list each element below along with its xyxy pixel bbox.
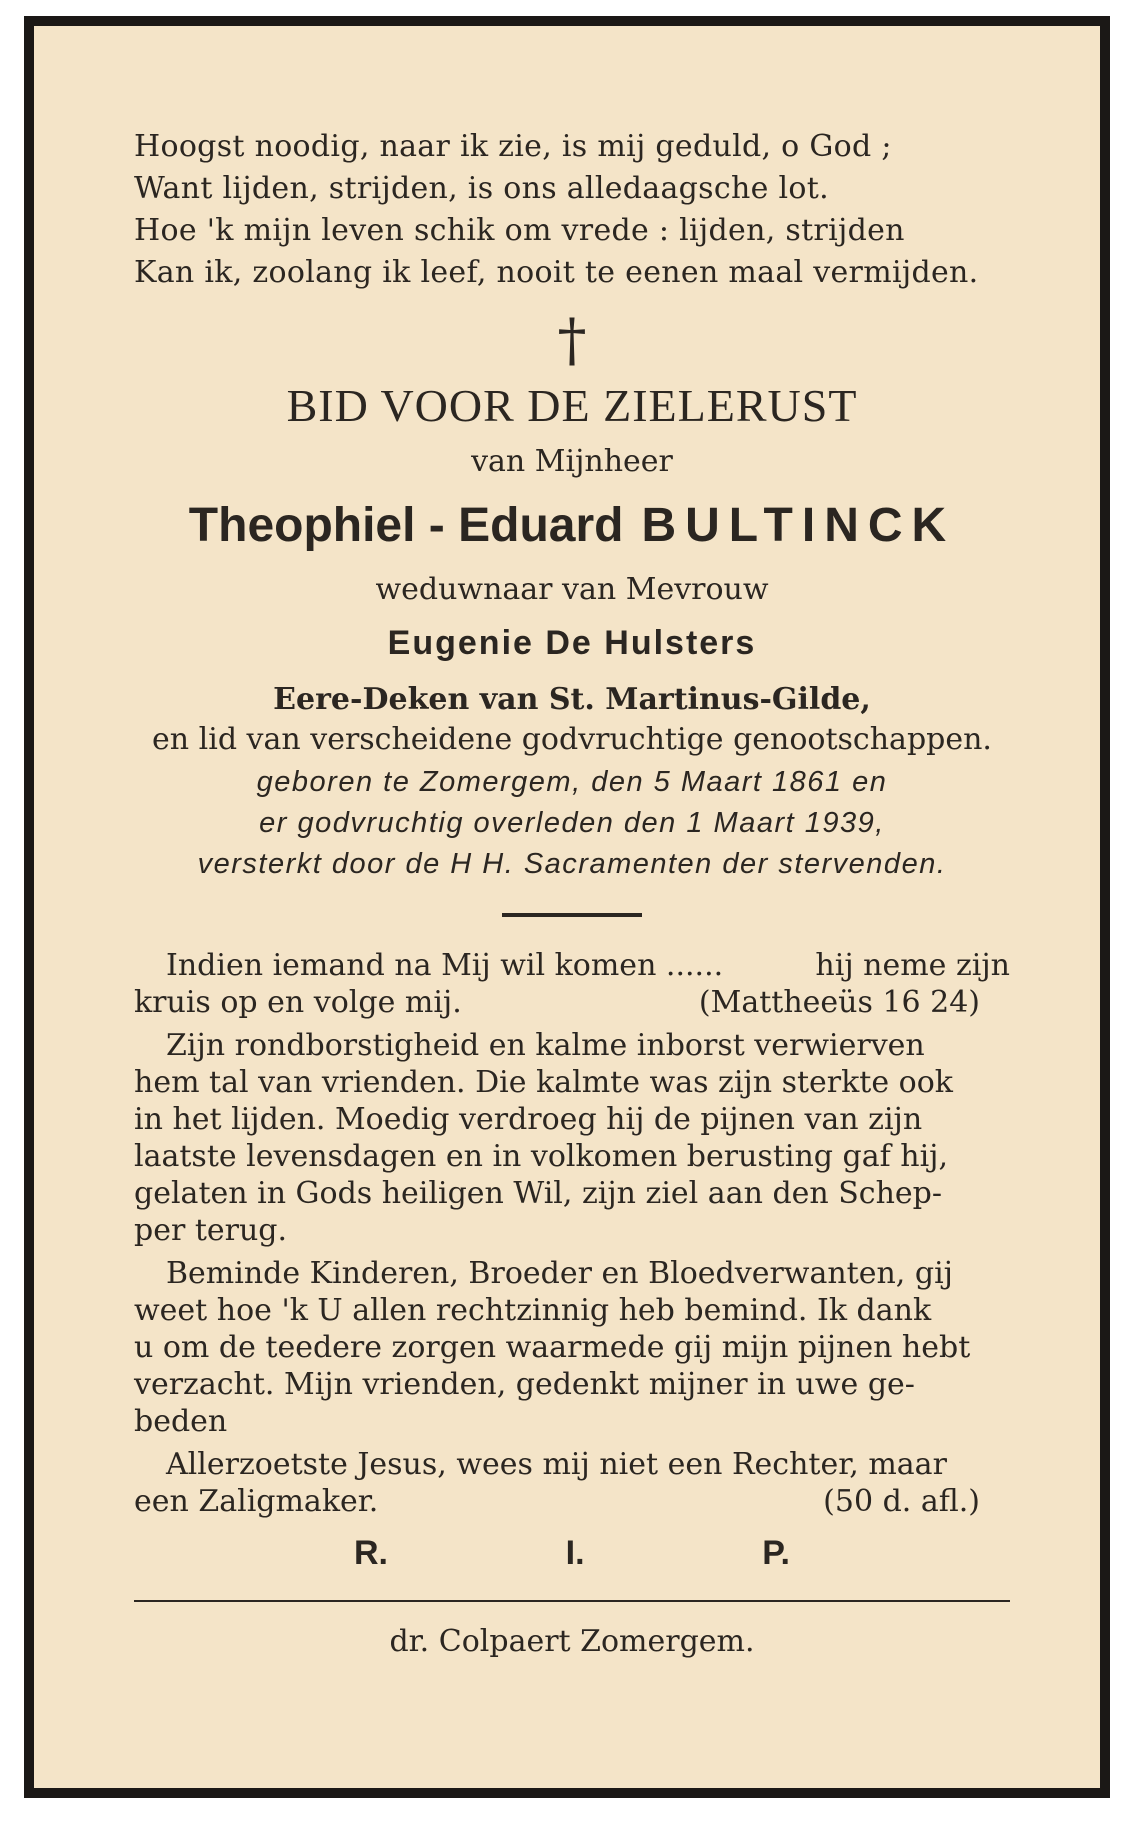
text-segment: per terug. (134, 1213, 288, 1248)
text-segment: gelaten in Gods heiligen Wil, zijn ziel aan den Schep- (134, 1176, 943, 1211)
paragraph-line (134, 984, 1010, 1021)
poem-line: Kan ik, zoolang ik leef, nooit te eenen maal vermijden. (134, 255, 979, 290)
poem-line: Hoogst noodig, naar ik zie, is mij geduld, o God ; (134, 129, 892, 164)
text-segment: Beminde Kinderen, Broeder en Bloedverwanten, gij (166, 1256, 953, 1291)
paragraph-character (134, 1027, 1010, 1249)
paragraph-line (134, 1027, 1010, 1064)
paragraph-line (134, 1483, 1010, 1520)
birth-death-line: versterkt door de H H. Sacramenten der stervenden. (197, 848, 947, 880)
printer-credit: dr. Colpaert Zomergem. (389, 1624, 755, 1659)
text-segment: hem tal van vrienden. Die kalmte was zijn sterkte ook (134, 1065, 953, 1100)
paragraph-line (134, 947, 1010, 984)
paragraph-line (134, 1064, 1010, 1101)
paragraph-line (134, 1329, 1010, 1366)
text-segment: u om de teedere zorgen waarmede gij mijn pijnen hebt (134, 1330, 971, 1365)
indulgence-note: (50 d. afl.) (823, 1484, 980, 1519)
deceased-given-names: Theophiel - Eduard (188, 499, 624, 552)
text-segment: beden (134, 1404, 228, 1439)
text-segment: kruis op en volge mij. (134, 985, 462, 1020)
rip (134, 1530, 1010, 1576)
scripture-reference: (Mattheeüs 16 24) (698, 985, 980, 1020)
card-content (34, 26, 1100, 1788)
text-segment: hij neme zijn (815, 948, 1010, 983)
paragraph-line (134, 1175, 1010, 1212)
paragraph-line (134, 1101, 1010, 1138)
rip-letter: R. (354, 1534, 388, 1572)
title-line: en lid van verscheidene godvruchtige genootschappen. (152, 722, 992, 757)
text-segment: weet hoe 'k U allen rechtzinnig heb bemind. Ik dank (134, 1293, 932, 1328)
text-segment: in het lijden. Moedig verdroeg hij de pijnen van zijn (134, 1102, 923, 1137)
text-segment: verzacht. Mijn vrienden, gedenkt mijner in uwe ge- (134, 1367, 915, 1402)
birth-death-line: geboren te Zomergem, den 5 Maart 1861 en (256, 766, 888, 798)
paragraph-prayer (134, 1446, 1010, 1520)
heading: BID VOOR DE ZIELERUST (286, 380, 858, 431)
wife-name: Eugenie De Hulsters (387, 624, 757, 662)
divider-long (134, 1600, 1010, 1602)
paragraph-line (134, 1403, 1010, 1440)
title-line: Eere-Deken van St. Martinus-Gilde, (273, 682, 871, 717)
text-segment: laatste levensdagen en in volkomen berusting gaf hij, (134, 1139, 949, 1174)
paragraph-line (134, 1255, 1010, 1292)
rip-letter: I. (565, 1534, 585, 1572)
text-segment: een Zaligmaker. (134, 1484, 379, 1519)
poem (134, 126, 1010, 294)
paragraph-line (134, 1292, 1010, 1329)
cross-icon: † (557, 306, 587, 374)
paragraph-line (134, 1212, 1010, 1249)
rip-letter: P. (762, 1534, 790, 1572)
deceased-surname: BULTINCK (641, 499, 956, 552)
deceased-name (134, 496, 1010, 556)
poem-line: Want lijden, strijden, is ons alledaagsche lot. (134, 171, 829, 206)
memorial-card (24, 16, 1110, 1798)
text-segment: Allerzoetste Jesus, wees mij niet een Rechter, maar (166, 1447, 947, 1482)
paragraph-family (134, 1255, 1010, 1440)
divider-short (502, 913, 642, 917)
text-segment: Indien iemand na Mij wil komen ...... (166, 948, 724, 983)
paragraph-quote (134, 947, 1010, 1021)
widower-of: weduwnaar van Mevrouw (375, 572, 769, 607)
birth-death-line: er godvruchtig overleden den 1 Maart 1939, (259, 807, 885, 839)
honorific: van Mijnheer (471, 444, 673, 479)
text-segment: Zijn rondborstigheid en kalme inborst verwierven (166, 1028, 925, 1063)
paragraph-line (134, 1138, 1010, 1175)
poem-line: Hoe 'k mijn leven schik om vrede : lijden, strijden (134, 213, 905, 248)
paragraph-line (134, 1366, 1010, 1403)
paragraph-line (134, 1446, 1010, 1483)
